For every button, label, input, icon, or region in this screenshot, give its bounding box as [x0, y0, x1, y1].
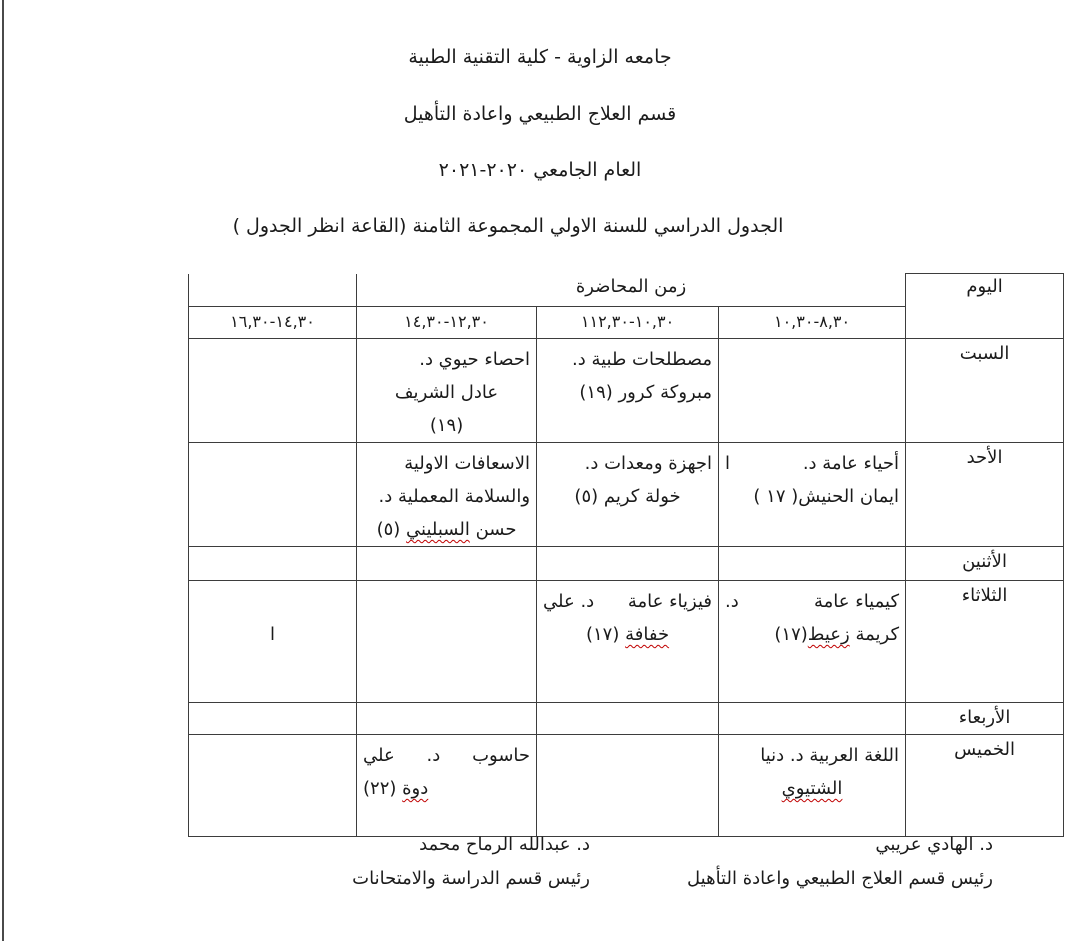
course-text: علي: [363, 745, 395, 766]
course-line: ايمان الحنيش( ١٧ ): [753, 486, 900, 507]
course-line: [357, 772, 536, 805]
time-slot-1: ٨,٣٠-١٠,٣٠: [719, 307, 906, 339]
lecture-time-header: زمن المحاضرة: [357, 274, 906, 307]
course-line: عادل الشريف: [394, 382, 499, 403]
stray-alef: ا: [269, 624, 275, 645]
saturday-slot3-cell: [357, 339, 537, 443]
day-cell-tuesday: الثلاثاء: [906, 581, 1064, 703]
day-cell-thursday: الخميس: [906, 735, 1064, 837]
sunday-slot1-cell: [719, 443, 906, 547]
course-text: (١٧): [774, 624, 808, 645]
tuesday-slot3-cell: [357, 581, 537, 703]
monday-slot2-cell: [537, 547, 719, 581]
course-line: اجهزة ومعدات د.: [584, 453, 713, 474]
row-tuesday: [189, 581, 1064, 703]
course-line: والسلامة المعملية د.: [378, 486, 531, 507]
signer-name: د. عبدالله الرماح محمد: [419, 834, 590, 855]
row-saturday: [189, 339, 1064, 443]
day-cell-wednesday: الأربعاء: [906, 703, 1064, 735]
course-text: د.: [426, 745, 441, 766]
empty-header-cell: [189, 274, 357, 307]
course-line: [537, 618, 718, 651]
schedule-table: [188, 273, 1064, 837]
day-cell-saturday: السبت: [906, 339, 1064, 443]
university-title: جامعه الزاوية - كلية التقنية الطبية: [408, 46, 672, 68]
time-slot-3: ١٢,٣٠-١٤,٣٠: [357, 307, 537, 339]
time-slot-4: ١٤,٣٠-١٦,٣٠: [189, 307, 357, 339]
saturday-slot2-cell: [537, 339, 719, 443]
course-line: [537, 585, 718, 618]
monday-slot1-cell: [719, 547, 906, 581]
sunday-slot3-cell: [357, 443, 537, 547]
course-line: (١٩): [429, 415, 464, 436]
saturday-slot4-cell: [189, 339, 357, 443]
misspelled-word: السبليني: [406, 519, 470, 540]
course-text: أحياء عامة د.: [802, 453, 900, 474]
misspelled-word: خفافة: [625, 624, 670, 645]
course-line: [719, 585, 905, 618]
row-sunday: [189, 443, 1064, 547]
day-cell-monday: الأثنين: [906, 547, 1064, 581]
signer-title: رئيس قسم العلاج الطبيعي واعادة التأهيل: [687, 868, 993, 889]
wednesday-slot2-cell: [537, 703, 719, 735]
stray-alef: ا: [725, 453, 731, 474]
tuesday-slot1-cell: [719, 581, 906, 703]
course-line: اللغة العربية د. دنيا: [760, 745, 900, 766]
monday-slot3-cell: [357, 547, 537, 581]
course-line: احصاء حيوي د.: [419, 349, 531, 370]
wednesday-slot3-cell: [357, 703, 537, 735]
course-text: (١٧): [585, 624, 626, 645]
thursday-slot3-cell: [357, 735, 537, 837]
course-text: (٢٢): [363, 778, 403, 799]
misspelled-word: زعيط: [807, 624, 850, 645]
course-line: خولة كريم (٥): [574, 486, 681, 507]
saturday-slot1-cell: [719, 339, 906, 443]
course-line: [357, 739, 536, 772]
course-text: كريمة: [849, 624, 900, 645]
department-title: قسم العلاج الطبيعي واعادة التأهيل: [403, 103, 677, 125]
tuesday-slot4-cell: [189, 581, 357, 703]
thursday-slot2-cell: [537, 735, 719, 837]
row-wednesday: [189, 703, 1064, 735]
course-text: (٥): [376, 519, 407, 540]
course-text: د.: [725, 591, 739, 612]
course-text: د. علي: [543, 591, 595, 612]
course-line: [719, 772, 905, 805]
day-column-header: اليوم: [906, 274, 1064, 339]
course-line: [357, 513, 536, 546]
sunday-slot4-cell: [189, 443, 357, 547]
wednesday-slot1-cell: [719, 703, 906, 735]
signature-block-right: [687, 828, 993, 896]
row-monday: [189, 547, 1064, 581]
course-text: فيزياء عامة: [627, 591, 713, 612]
day-cell-sunday: الأحد: [906, 443, 1064, 547]
tuesday-slot2-cell: [537, 581, 719, 703]
sunday-slot2-cell: [537, 443, 719, 547]
wednesday-slot4-cell: [189, 703, 357, 735]
thursday-slot4-cell: [189, 735, 357, 837]
monday-slot4-cell: [189, 547, 357, 581]
signature-block-left: [352, 828, 590, 896]
time-slot-2: ١٠,٣٠-١١٢,٣٠: [537, 307, 719, 339]
course-line: الاسعافات الاولية: [404, 453, 531, 474]
signer-title: رئيس قسم الدراسة والامتحانات: [352, 868, 590, 889]
misspelled-word: الشتيوي: [781, 778, 843, 799]
course-line: مصطلحات طبية د.: [571, 349, 713, 370]
schedule-title: الجدول الدراسي للسنة الاولي المجموعة الثامنة (القاعة انظر الجدول ): [232, 215, 784, 237]
header-row-1: [189, 274, 1064, 307]
course-text: حسن: [469, 519, 517, 540]
course-line: مبروكة كرور (١٩): [579, 382, 713, 403]
course-text: حاسوب: [472, 745, 531, 766]
misspelled-word: دوة: [402, 778, 429, 799]
academic-year: العام الجامعي ٢٠٢٠-٢٠٢١: [438, 159, 642, 181]
course-line: [719, 618, 905, 651]
course-line: [719, 447, 905, 480]
page-left-edge-line: [2, 0, 4, 941]
thursday-slot1-cell: [719, 735, 906, 837]
course-text: كيمياء عامة: [814, 591, 900, 612]
row-thursday: [189, 735, 1064, 837]
schedule-table-container: [188, 273, 1064, 837]
signer-name: د. الهادي عريبي: [875, 834, 993, 855]
